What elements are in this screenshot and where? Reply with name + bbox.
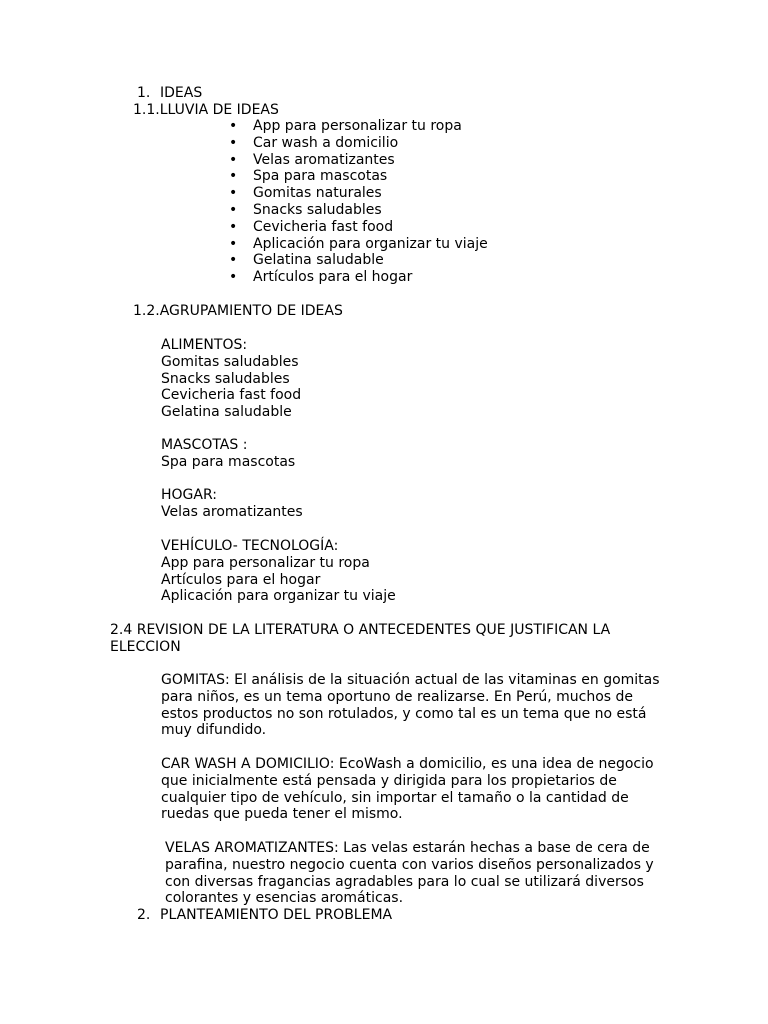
section-heading-ideas — [137, 85, 202, 102]
list-item: • Cevicheria fast food — [229, 219, 488, 236]
list-item: • Spa para mascotas — [229, 168, 488, 185]
paragraph-car-wash: CAR WASH A DOMICILIO: EcoWash a domicilio, es una idea de negocio que inicialmente está pensada y dirigida para los propietarios de cualquier tipo de vehículo, sin importar el tamaño o la cantidad de ruedas que pueda tener el mismo. — [161, 756, 654, 823]
group-title: HOGAR: — [161, 487, 217, 503]
paragraph-velas: VELAS AROMATIZANTES: Las velas estarán hechas a base de cera de parafina, nuestro negocio cuenta con varios diseños personalizados y con diversas fragancias agradables para lo cual se utilizará diversos colorantes y esencias aromáticas. — [165, 840, 654, 907]
subheading-brainstorm: 1.1.LLUVIA DE IDEAS — [133, 102, 279, 118]
paragraph-gomitas: GOMITAS: El análisis de la situación actual de las vitaminas en gomitas para niños, es un tema oportuno de realizarse. En Perú, muchos de estos productos no son rotulados, y como tal es un tema que no está muy difundido. — [161, 672, 660, 739]
group-item: Velas aromatizantes — [161, 503, 303, 520]
section-number: 2. — [137, 907, 151, 923]
list-item: • Snacks saludables — [229, 202, 488, 219]
list-item: • Gelatina saludable — [229, 252, 488, 269]
group-vehiculo-tecnologia — [161, 538, 396, 605]
group-item: Snacks saludables — [161, 370, 290, 387]
group-item: Gomitas saludables — [161, 353, 299, 370]
group-title: ALIMENTOS: — [161, 337, 248, 353]
group-item: Artículos para el hogar — [161, 571, 321, 588]
list-item: • Car wash a domicilio — [229, 135, 488, 152]
brainstorm-list — [229, 118, 488, 286]
group-hogar — [161, 487, 303, 521]
group-title: VEHÍCULO- TECNOLOGÍA: — [161, 538, 339, 554]
group-item: Cevicheria fast food — [161, 387, 302, 404]
list-item: • Artículos para el hogar — [229, 269, 488, 286]
group-item: Spa para mascotas — [161, 453, 296, 470]
subheading-grouping: 1.2.AGRUPAMIENTO DE IDEAS — [133, 303, 343, 319]
list-item: • Gomitas naturales — [229, 185, 488, 202]
group-alimentos — [161, 337, 301, 421]
group-item: Aplicación para organizar tu viaje — [161, 588, 396, 605]
section-number: 1. — [137, 85, 151, 101]
list-item: • Aplicación para organizar tu viaje — [229, 236, 488, 253]
section-title: IDEAS — [160, 85, 203, 101]
list-item: • Velas aromatizantes — [229, 152, 488, 169]
group-item: App para personalizar tu ropa — [161, 554, 370, 571]
list-item: • App para personalizar tu ropa — [229, 118, 488, 135]
section-title: PLANTEAMIENTO DEL PROBLEMA — [160, 907, 393, 923]
group-item: Gelatina saludable — [161, 404, 292, 421]
section-heading-problema — [137, 907, 392, 924]
group-mascotas — [161, 437, 295, 471]
literature-heading: 2.4 REVISION DE LA LITERATURA O ANTECEDENTES QUE JUSTIFICAN LA ELECCION — [110, 622, 611, 655]
group-title: MASCOTAS : — [161, 437, 248, 453]
